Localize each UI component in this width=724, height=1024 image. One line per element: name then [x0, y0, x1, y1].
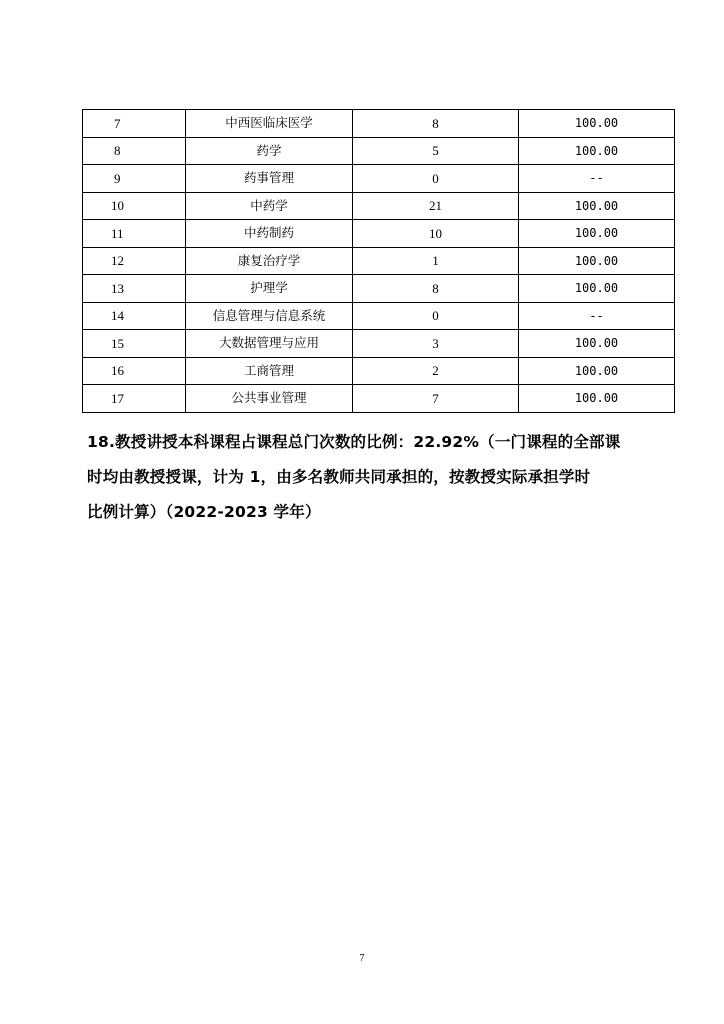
- major-name: 公共事业管理: [186, 385, 353, 413]
- major-name: 中西医临床医学: [186, 110, 353, 138]
- major-name: 大数据管理与应用: [186, 330, 353, 358]
- percentage: 100.00: [519, 110, 675, 138]
- course-count: 7: [353, 385, 519, 413]
- professor-teaching-ratio-note: [87, 425, 647, 530]
- course-count: 0: [353, 302, 519, 330]
- statistics-table: [82, 109, 675, 413]
- course-count: 8: [353, 275, 519, 303]
- row-number: 10: [83, 192, 186, 220]
- percentage: 100.00: [519, 275, 675, 303]
- percentage: --: [519, 302, 675, 330]
- major-name: 信息管理与信息系统: [186, 302, 353, 330]
- major-name: 工商管理: [186, 357, 353, 385]
- row-number: 14: [83, 302, 186, 330]
- table-row: [83, 302, 675, 330]
- table-row: [83, 357, 675, 385]
- note-line: 时均由教授授课，计为 1，由多名教师共同承担的，按教授实际承担学时: [87, 468, 591, 486]
- row-number: 7: [83, 110, 186, 138]
- row-number: 12: [83, 247, 186, 275]
- course-count: 1: [353, 247, 519, 275]
- course-count: 5: [353, 137, 519, 165]
- note-line: 比例计算）（2022-2023 学年）: [87, 503, 321, 521]
- percentage: 100.00: [519, 220, 675, 248]
- major-name: 药学: [186, 137, 353, 165]
- row-number: 8: [83, 137, 186, 165]
- row-number: 15: [83, 330, 186, 358]
- percentage: 100.00: [519, 247, 675, 275]
- note-line: 18.教授讲授本科课程占课程总门次数的比例：22.92%（一门课程的全部课: [87, 433, 621, 451]
- table-row: [83, 275, 675, 303]
- course-count: 21: [353, 192, 519, 220]
- percentage: 100.00: [519, 137, 675, 165]
- major-name: 中药学: [186, 192, 353, 220]
- table-row: [83, 220, 675, 248]
- row-number: 13: [83, 275, 186, 303]
- percentage: 100.00: [519, 192, 675, 220]
- percentage: 100.00: [519, 357, 675, 385]
- major-name: 康复治疗学: [186, 247, 353, 275]
- row-number: 16: [83, 357, 186, 385]
- row-number: 17: [83, 385, 186, 413]
- row-number: 11: [83, 220, 186, 248]
- table-row: [83, 330, 675, 358]
- percentage: 100.00: [519, 330, 675, 358]
- table-row: [83, 192, 675, 220]
- course-count: 3: [353, 330, 519, 358]
- page-number: 7: [359, 953, 365, 964]
- major-name: 药事管理: [186, 165, 353, 193]
- course-count: 0: [353, 165, 519, 193]
- major-name: 护理学: [186, 275, 353, 303]
- table-row: [83, 137, 675, 165]
- row-number: 9: [83, 165, 186, 193]
- percentage: --: [519, 165, 675, 193]
- table-row: [83, 247, 675, 275]
- percentage: 100.00: [519, 385, 675, 413]
- major-name: 中药制药: [186, 220, 353, 248]
- course-count: 2: [353, 357, 519, 385]
- course-count: 8: [353, 110, 519, 138]
- table-row: [83, 385, 675, 413]
- table-row: [83, 165, 675, 193]
- course-count: 10: [353, 220, 519, 248]
- table-row: [83, 110, 675, 138]
